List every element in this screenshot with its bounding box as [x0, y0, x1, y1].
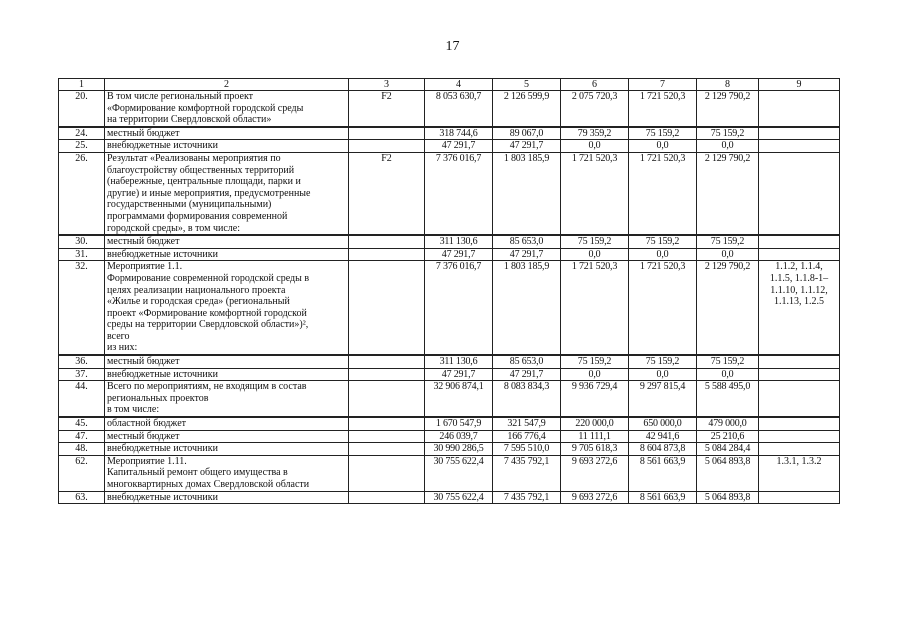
table-row [59, 235, 840, 248]
amount-col-7: 9 297 815,4 [629, 381, 697, 417]
row-targets [759, 127, 840, 140]
amount-col-4: 311 130,6 [425, 355, 493, 368]
amount-col-4: 311 130,6 [425, 235, 493, 248]
row-code: F2 [349, 91, 425, 127]
amount-col-5: 85 653,0 [493, 355, 561, 368]
row-code [349, 140, 425, 153]
row-number: 26. [59, 152, 105, 235]
amount-col-7: 1 721 520,3 [629, 91, 697, 127]
page-number: 17 [445, 39, 460, 54]
amount-col-5: 47 291,7 [493, 140, 561, 153]
row-number: 48. [59, 443, 105, 456]
amount-col-4: 7 376 016,7 [425, 261, 493, 355]
row-targets: 1.3.1, 1.3.2 [759, 455, 840, 491]
amount-col-6: 2 075 720,3 [561, 91, 629, 127]
column-header: 2 [105, 79, 349, 91]
amount-col-5: 7 435 792,1 [493, 491, 561, 504]
amount-col-5: 89 067,0 [493, 127, 561, 140]
amount-col-4: 47 291,7 [425, 248, 493, 261]
row-targets [759, 417, 840, 430]
amount-col-6: 1 721 520,3 [561, 152, 629, 235]
column-header: 9 [759, 79, 840, 91]
amount-col-4: 30 755 622,4 [425, 455, 493, 491]
amount-col-5: 8 083 834,3 [493, 381, 561, 417]
amount-col-4: 30 990 286,5 [425, 443, 493, 456]
budget-table [58, 78, 840, 504]
amount-col-7: 8 561 663,9 [629, 455, 697, 491]
amount-col-7: 650 000,0 [629, 417, 697, 430]
amount-col-8: 0,0 [697, 368, 759, 381]
table-row [59, 91, 840, 127]
amount-col-4: 30 755 622,4 [425, 491, 493, 504]
row-name: Мероприятие 1.1. Формирование современной городской среды в целях реализации национального проекта «Жилье и городская среда» (региональный проект «Формирование комфортной городской среды на территории Свердловской области»)², всего из них: [105, 261, 349, 355]
amount-col-8: 5 588 495,0 [697, 381, 759, 417]
row-code [349, 381, 425, 417]
row-name: Мероприятие 1.11. Капитальный ремонт общего имущества в многоквартирных домах Свердловской области [105, 455, 349, 491]
amount-col-5: 1 803 185,9 [493, 152, 561, 235]
row-name: внебюджетные источники [105, 140, 349, 153]
amount-col-5: 1 803 185,9 [493, 261, 561, 355]
table-header-row [59, 79, 840, 91]
amount-col-6: 79 359,2 [561, 127, 629, 140]
table-row [59, 152, 840, 235]
amount-col-4: 47 291,7 [425, 368, 493, 381]
row-code [349, 491, 425, 504]
table-row [59, 140, 840, 153]
column-header: 6 [561, 79, 629, 91]
amount-col-6: 0,0 [561, 248, 629, 261]
row-number: 44. [59, 381, 105, 417]
amount-col-5: 7 595 510,0 [493, 443, 561, 456]
amount-col-5: 7 435 792,1 [493, 455, 561, 491]
amount-col-7: 0,0 [629, 248, 697, 261]
column-header: 3 [349, 79, 425, 91]
row-code [349, 417, 425, 430]
amount-col-7: 8 604 873,8 [629, 443, 697, 456]
row-name: внебюджетные источники [105, 443, 349, 456]
table-row [59, 355, 840, 368]
amount-col-7: 75 159,2 [629, 235, 697, 248]
row-name: Результат «Реализованы мероприятия по благоустройству общественных территорий (набережные, центральные площади, парки и другие) и иные мероприятия, предусмотренные государственными (муниципальными) программами формирования современной городской среды», в том числе: [105, 152, 349, 235]
amount-col-6: 9 693 272,6 [561, 455, 629, 491]
amount-col-7: 1 721 520,3 [629, 261, 697, 355]
amount-col-6: 9 705 618,3 [561, 443, 629, 456]
amount-col-8: 2 129 790,2 [697, 152, 759, 235]
table-row [59, 417, 840, 430]
amount-col-6: 0,0 [561, 140, 629, 153]
amount-col-4: 32 906 874,1 [425, 381, 493, 417]
amount-col-5: 85 653,0 [493, 235, 561, 248]
row-code: F2 [349, 152, 425, 235]
amount-col-7: 0,0 [629, 368, 697, 381]
amount-col-8: 2 129 790,2 [697, 91, 759, 127]
amount-col-6: 0,0 [561, 368, 629, 381]
row-name: внебюджетные источники [105, 368, 349, 381]
amount-col-6: 9 936 729,4 [561, 381, 629, 417]
amount-col-8: 5 084 284,4 [697, 443, 759, 456]
table-row [59, 491, 840, 504]
amount-col-5: 47 291,7 [493, 368, 561, 381]
row-targets [759, 235, 840, 248]
amount-col-8: 75 159,2 [697, 127, 759, 140]
amount-col-7: 1 721 520,3 [629, 152, 697, 235]
amount-col-8: 2 129 790,2 [697, 261, 759, 355]
amount-col-6: 75 159,2 [561, 235, 629, 248]
row-number: 45. [59, 417, 105, 430]
amount-col-8: 5 064 893,8 [697, 455, 759, 491]
row-number: 24. [59, 127, 105, 140]
amount-col-4: 1 670 547,9 [425, 417, 493, 430]
row-targets [759, 368, 840, 381]
row-targets: 1.1.2, 1.1.4, 1.1.5, 1.1.8-1– 1.1.10, 1.1.12, 1.1.13, 1.2.5 [759, 261, 840, 355]
table-row [59, 368, 840, 381]
amount-col-6: 9 693 272,6 [561, 491, 629, 504]
row-targets [759, 91, 840, 127]
row-name: внебюджетные источники [105, 248, 349, 261]
row-code [349, 443, 425, 456]
table-row [59, 127, 840, 140]
amount-col-8: 0,0 [697, 140, 759, 153]
amount-col-4: 47 291,7 [425, 140, 493, 153]
row-targets [759, 248, 840, 261]
row-number: 47. [59, 430, 105, 443]
row-number: 20. [59, 91, 105, 127]
row-code [349, 430, 425, 443]
amount-col-4: 318 744,6 [425, 127, 493, 140]
row-targets [759, 443, 840, 456]
row-number: 36. [59, 355, 105, 368]
amount-col-5: 321 547,9 [493, 417, 561, 430]
row-number: 25. [59, 140, 105, 153]
column-header: 5 [493, 79, 561, 91]
amount-col-7: 42 941,6 [629, 430, 697, 443]
table-row [59, 430, 840, 443]
row-code [349, 455, 425, 491]
row-targets [759, 152, 840, 235]
amount-col-4: 8 053 630,7 [425, 91, 493, 127]
amount-col-7: 8 561 663,9 [629, 491, 697, 504]
row-name: местный бюджет [105, 430, 349, 443]
row-code [349, 235, 425, 248]
table-row [59, 455, 840, 491]
row-targets [759, 430, 840, 443]
row-name: В том числе региональный проект «Формирование комфортной городской среды на территории Свердловской области» [105, 91, 349, 127]
amount-col-6: 75 159,2 [561, 355, 629, 368]
row-targets [759, 140, 840, 153]
amount-col-7: 0,0 [629, 140, 697, 153]
table-row [59, 443, 840, 456]
row-code [349, 261, 425, 355]
column-header: 7 [629, 79, 697, 91]
table-row [59, 248, 840, 261]
row-number: 63. [59, 491, 105, 504]
table-row [59, 261, 840, 355]
row-code [349, 127, 425, 140]
column-header: 1 [59, 79, 105, 91]
row-code [349, 355, 425, 368]
amount-col-8: 25 210,6 [697, 430, 759, 443]
amount-col-5: 166 776,4 [493, 430, 561, 443]
row-targets [759, 491, 840, 504]
row-targets [759, 355, 840, 368]
row-number: 62. [59, 455, 105, 491]
amount-col-7: 75 159,2 [629, 127, 697, 140]
amount-col-8: 75 159,2 [697, 355, 759, 368]
amount-col-8: 0,0 [697, 248, 759, 261]
row-name: местный бюджет [105, 355, 349, 368]
row-number: 37. [59, 368, 105, 381]
amount-col-5: 47 291,7 [493, 248, 561, 261]
amount-col-4: 246 039,7 [425, 430, 493, 443]
table-row [59, 381, 840, 417]
row-name: внебюджетные источники [105, 491, 349, 504]
amount-col-6: 1 721 520,3 [561, 261, 629, 355]
row-code [349, 368, 425, 381]
amount-col-6: 11 111,1 [561, 430, 629, 443]
row-number: 30. [59, 235, 105, 248]
amount-col-4: 7 376 016,7 [425, 152, 493, 235]
row-targets [759, 381, 840, 417]
row-number: 32. [59, 261, 105, 355]
row-name: Всего по мероприятиям, не входящим в состав региональных проектов в том числе: [105, 381, 349, 417]
amount-col-7: 75 159,2 [629, 355, 697, 368]
amount-col-8: 479 000,0 [697, 417, 759, 430]
row-number: 31. [59, 248, 105, 261]
column-header: 4 [425, 79, 493, 91]
row-name: областной бюджет [105, 417, 349, 430]
amount-col-8: 75 159,2 [697, 235, 759, 248]
column-header: 8 [697, 79, 759, 91]
row-name: местный бюджет [105, 235, 349, 248]
amount-col-6: 220 000,0 [561, 417, 629, 430]
amount-col-8: 5 064 893,8 [697, 491, 759, 504]
amount-col-5: 2 126 599,9 [493, 91, 561, 127]
row-code [349, 248, 425, 261]
row-name: местный бюджет [105, 127, 349, 140]
